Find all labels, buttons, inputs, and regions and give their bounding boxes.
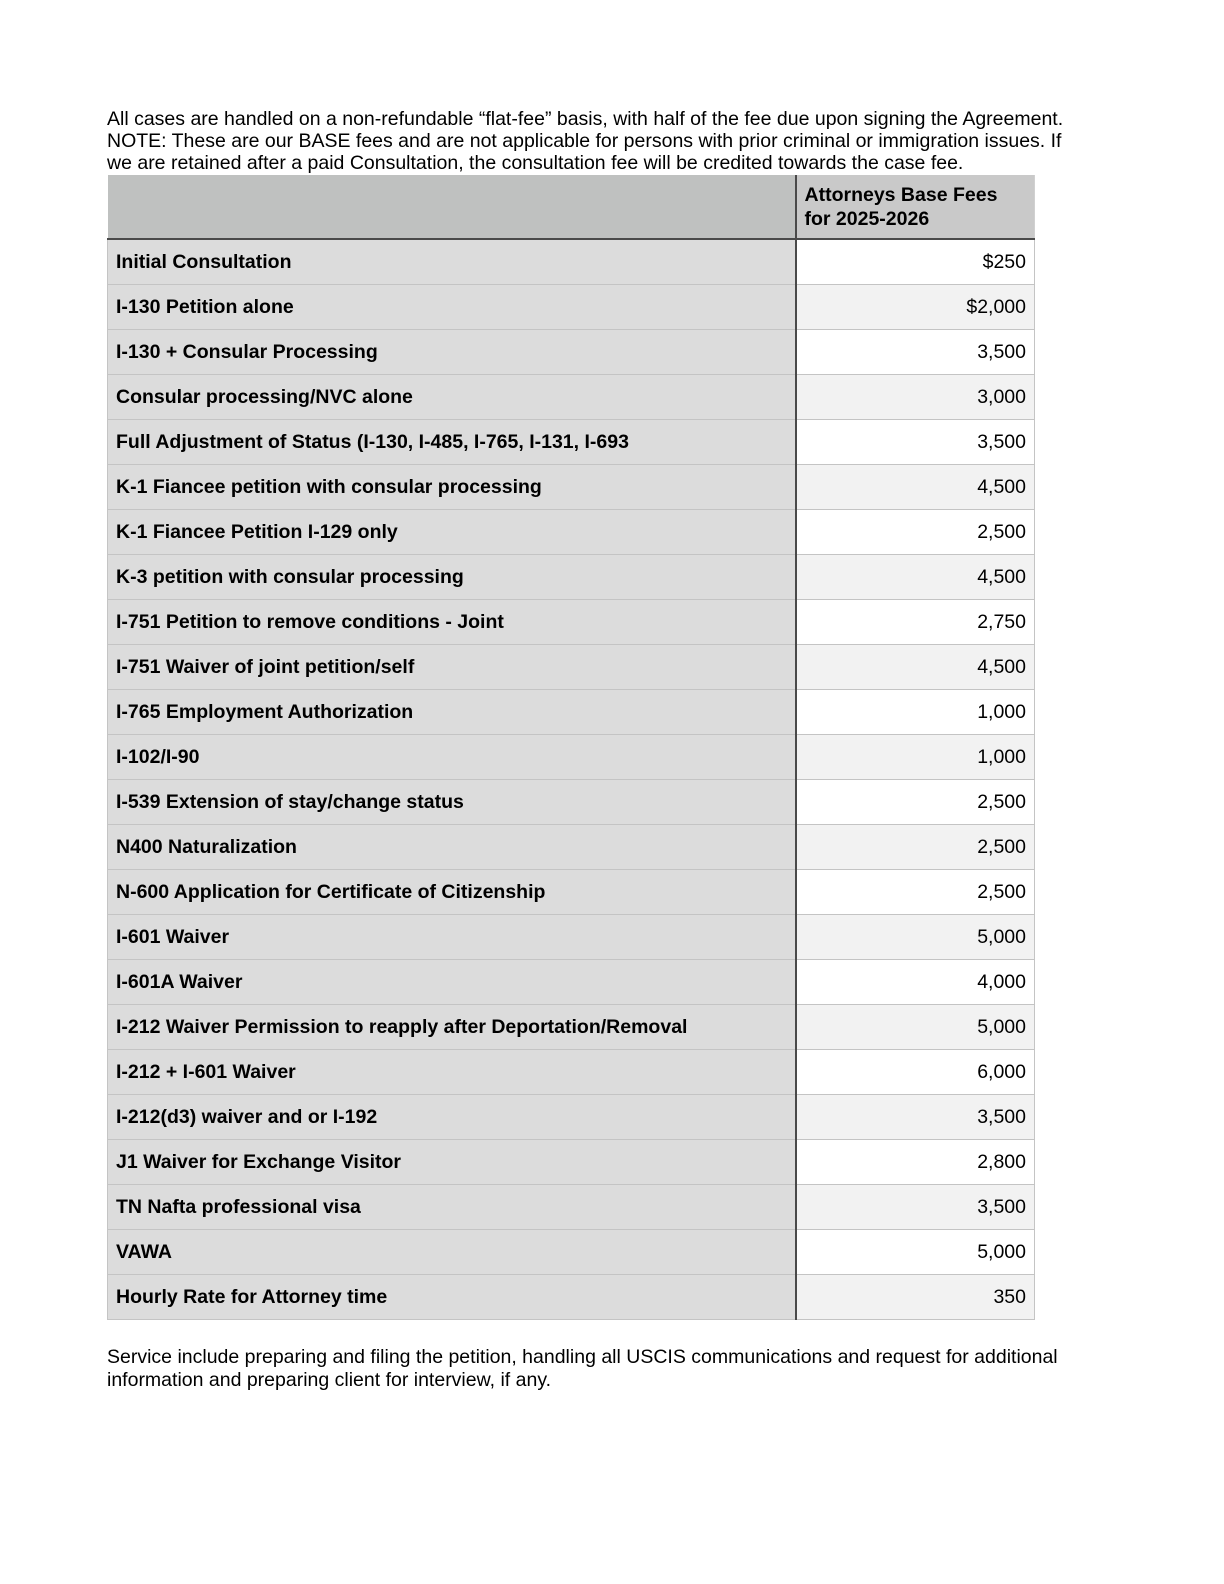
table-row — [108, 239, 1035, 285]
fee-cell: 1,000 — [796, 690, 1035, 735]
fee-cell: 2,500 — [796, 870, 1035, 915]
service-cell: TN Nafta professional visa — [108, 1185, 796, 1230]
table-row — [108, 555, 1035, 600]
footer-line: information and preparing client for interview, if any. — [107, 1369, 552, 1391]
service-column-header — [108, 175, 796, 239]
fee-cell: $250 — [796, 239, 1035, 285]
intro-paragraph — [107, 108, 1107, 174]
intro-line: NOTE: These are our BASE fees and are not applicable for persons with prior criminal or immigration issues. If — [107, 130, 1062, 152]
fee-table — [107, 175, 1035, 1320]
table-row — [108, 330, 1035, 375]
service-cell: I-765 Employment Authorization — [108, 690, 796, 735]
table-row — [108, 510, 1035, 555]
fee-cell: $2,000 — [796, 285, 1035, 330]
fee-cell: 4,500 — [796, 555, 1035, 600]
table-row — [108, 870, 1035, 915]
service-cell: I-212 Waiver Permission to reapply after Deportation/Removal — [108, 1005, 796, 1050]
service-cell: N-600 Application for Certificate of Citizenship — [108, 870, 796, 915]
fee-cell: 3,500 — [796, 330, 1035, 375]
table-row — [108, 1140, 1035, 1185]
service-cell: Consular processing/NVC alone — [108, 375, 796, 420]
footer-line: Service include preparing and filing the petition, handling all USCIS communications and request for additional — [107, 1346, 1058, 1368]
fee-cell: 4,500 — [796, 465, 1035, 510]
table-row — [108, 600, 1035, 645]
service-cell: I-130 + Consular Processing — [108, 330, 796, 375]
fee-cell: 6,000 — [796, 1050, 1035, 1095]
fee-cell: 2,500 — [796, 780, 1035, 825]
fee-cell: 5,000 — [796, 915, 1035, 960]
fee-cell: 1,000 — [796, 735, 1035, 780]
fee-cell: 3,500 — [796, 1185, 1035, 1230]
table-row — [108, 1275, 1035, 1320]
fee-cell: 5,000 — [796, 1005, 1035, 1050]
table-row — [108, 915, 1035, 960]
table-row — [108, 780, 1035, 825]
table-row — [108, 1095, 1035, 1140]
service-cell: N400 Naturalization — [108, 825, 796, 870]
fee-header-line: Attorneys Base Fees — [804, 183, 998, 206]
service-cell: K-3 petition with consular processing — [108, 555, 796, 600]
service-cell: I-601A Waiver — [108, 960, 796, 1005]
service-cell: J1 Waiver for Exchange Visitor — [108, 1140, 796, 1185]
table-header-row — [108, 175, 1035, 239]
fee-cell: 5,000 — [796, 1230, 1035, 1275]
table-row — [108, 735, 1035, 780]
intro-line: All cases are handled on a non-refundable “flat-fee” basis, with half of the fee due upon signing the Agreement. — [107, 108, 1064, 130]
fee-cell: 3,000 — [796, 375, 1035, 420]
fee-cell: 2,750 — [796, 600, 1035, 645]
table-row — [108, 690, 1035, 735]
fee-cell: 3,500 — [796, 420, 1035, 465]
intro-line: we are retained after a paid Consultation, the consultation fee will be credited towards the case fee. — [107, 152, 964, 174]
fee-column-header — [796, 175, 1035, 239]
fee-header-line: for 2025-2026 — [804, 207, 930, 230]
service-cell: VAWA — [108, 1230, 796, 1275]
service-cell: I-751 Petition to remove conditions - Joint — [108, 600, 796, 645]
fee-cell: 2,500 — [796, 510, 1035, 555]
table-row — [108, 960, 1035, 1005]
service-cell: Full Adjustment of Status (I-130, I-485, I-765, I-131, I-693 — [108, 420, 796, 465]
table-row — [108, 420, 1035, 465]
fee-cell: 350 — [796, 1275, 1035, 1320]
service-cell: I-539 Extension of stay/change status — [108, 780, 796, 825]
service-cell: Initial Consultation — [108, 239, 796, 285]
table-row — [108, 1230, 1035, 1275]
service-cell: K-1 Fiancee Petition I-129 only — [108, 510, 796, 555]
footer-paragraph — [107, 1346, 1107, 1392]
service-cell: I-130 Petition alone — [108, 285, 796, 330]
fee-cell: 2,500 — [796, 825, 1035, 870]
service-cell: I-212 + I-601 Waiver — [108, 1050, 796, 1095]
table-row — [108, 825, 1035, 870]
service-cell: I-212(d3) waiver and or I-192 — [108, 1095, 796, 1140]
fee-table-body — [108, 239, 1035, 1320]
fee-cell: 3,500 — [796, 1095, 1035, 1140]
table-row — [108, 285, 1035, 330]
service-cell: I-751 Waiver of joint petition/self — [108, 645, 796, 690]
table-row — [108, 1185, 1035, 1230]
table-row — [108, 1005, 1035, 1050]
service-cell: I-102/I-90 — [108, 735, 796, 780]
fee-cell: 2,800 — [796, 1140, 1035, 1185]
table-row — [108, 465, 1035, 510]
fee-cell: 4,500 — [796, 645, 1035, 690]
table-row — [108, 375, 1035, 420]
service-cell: I-601 Waiver — [108, 915, 796, 960]
service-cell: Hourly Rate for Attorney time — [108, 1275, 796, 1320]
fee-cell: 4,000 — [796, 960, 1035, 1005]
table-row — [108, 645, 1035, 690]
service-cell: K-1 Fiancee petition with consular processing — [108, 465, 796, 510]
table-row — [108, 1050, 1035, 1095]
